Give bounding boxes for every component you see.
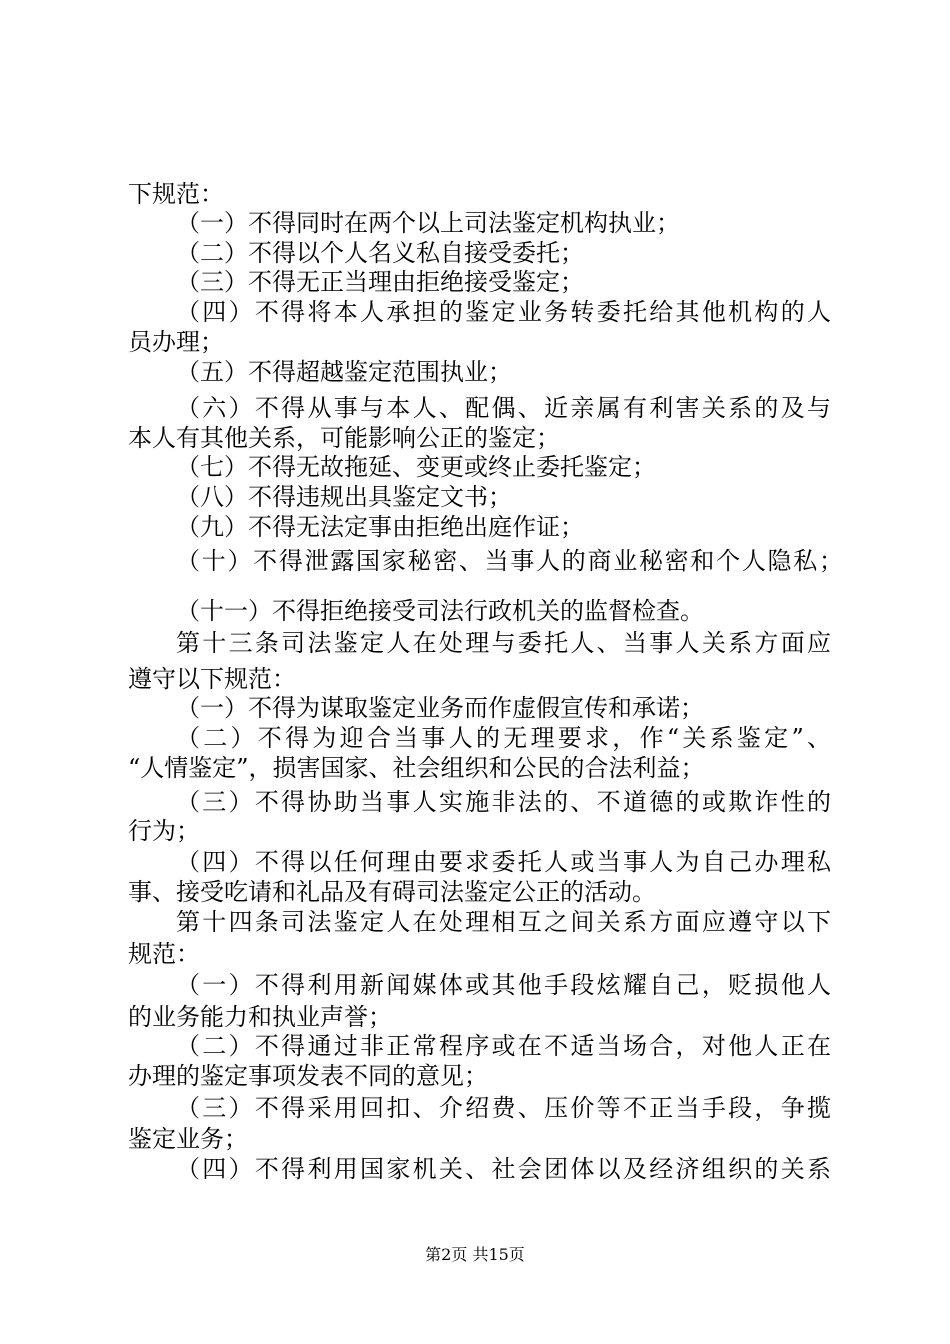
- paragraph-line: 鉴定业务；: [128, 1125, 248, 1153]
- paragraph-line: （二）不得通过非正常程序或在不适当场合，对他人正在: [176, 1032, 831, 1060]
- paragraph-line: （十一）不得拒绝接受司法行政机关的监督检查。: [176, 597, 704, 625]
- paragraph-line: 行为；: [128, 817, 200, 845]
- paragraph-line: （一）不得同时在两个以上司法鉴定机构执业；: [176, 209, 680, 237]
- paragraph-line: 的业务能力和执业声誉；: [128, 1003, 392, 1031]
- paragraph-line: 第十三条司法鉴定人在处理与委托人、当事人关系方面应: [176, 629, 831, 657]
- paragraph-line: （六）不得从事与本人、配偶、近亲属有利害关系的及与: [176, 394, 831, 422]
- paragraph-line: 本人有其他关系，可能影响公正的鉴定；: [128, 424, 560, 452]
- paragraph-line: （十）不得泄露国家秘密、当事人的商业秘密和个人隐私；: [176, 547, 843, 575]
- paragraph-line: （三）不得采用回扣、介绍费、压价等不正当手段，争揽: [176, 1094, 831, 1122]
- paragraph-line: （一）不得利用新闻媒体或其他手段炫耀自己，贬损他人: [176, 971, 831, 999]
- paragraph-line: （五）不得超越鉴定范围执业；: [176, 358, 512, 386]
- paragraph-line: 规范：: [128, 940, 200, 968]
- paragraph-line: （九）不得无法定事由拒绝出庭作证；: [176, 513, 584, 541]
- paragraph-line: 事、接受吃请和礼品及有碍司法鉴定公正的活动。: [128, 878, 656, 906]
- paragraph-line: （四）不得以任何理由要求委托人或当事人为自己办理私: [176, 848, 831, 876]
- paragraph-line: （二）不得为迎合当事人的无理要求，作“关系鉴定”、: [176, 724, 831, 752]
- paragraph-line: “人情鉴定”，损害国家、社会组织和公民的合法利益；: [128, 754, 705, 782]
- paragraph-line: 第十四条司法鉴定人在处理相互之间关系方面应遵守以下: [176, 908, 831, 936]
- paragraph-line: （四）不得利用国家机关、社会团体以及经济组织的关系: [176, 1155, 831, 1183]
- paragraph-line: （一）不得为谋取鉴定业务而作虚假宣传和承诺；: [176, 694, 704, 722]
- paragraph-line: 下规范：: [128, 180, 224, 208]
- paragraph-line: （二）不得以个人名义私自接受委托；: [176, 239, 584, 267]
- paragraph-line: （三）不得协助当事人实施非法的、不道德的或欺诈性的: [176, 788, 831, 816]
- paragraph-line: 员办理；: [128, 328, 224, 356]
- paragraph-line: 办理的鉴定事项发表不同的意见；: [128, 1062, 488, 1090]
- paragraph-line: （三）不得无正当理由拒绝接受鉴定；: [176, 268, 584, 296]
- paragraph-line: （七）不得无故拖延、变更或终止委托鉴定；: [176, 453, 656, 481]
- paragraph-line: （四）不得将本人承担的鉴定业务转委托给其他机构的人: [176, 298, 831, 326]
- page-number-footer: 第2页 共15页: [425, 1245, 525, 1264]
- paragraph-line: （八）不得违规出具鉴定文书；: [176, 483, 512, 511]
- paragraph-line: 遵守以下规范：: [128, 665, 296, 693]
